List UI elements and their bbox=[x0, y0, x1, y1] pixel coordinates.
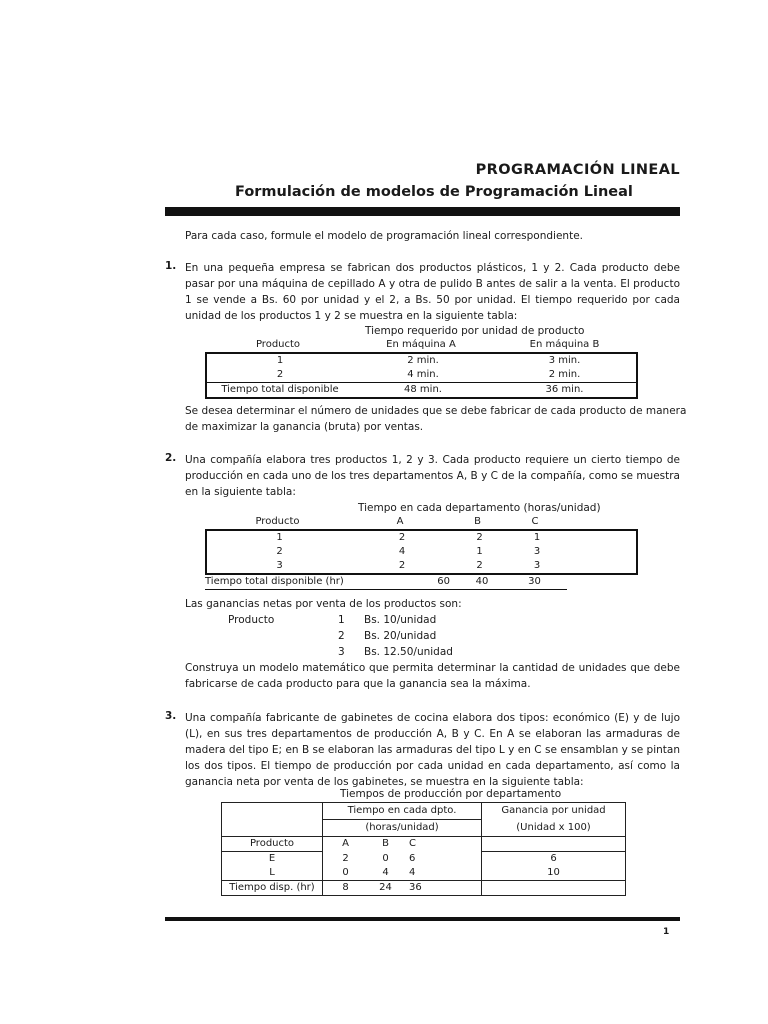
p3-header-a: A bbox=[323, 837, 369, 852]
table-cell: 3 min. bbox=[548, 355, 581, 366]
p2-line: producción en cada uno de los tres departamentos A, B y C de la compañía, como se muestra bbox=[185, 470, 680, 482]
table-cell: Tiempo total disponible bbox=[221, 384, 339, 395]
table-row bbox=[206, 353, 637, 368]
p3-header-producto: Producto bbox=[222, 837, 323, 852]
p3-col-profit-unit: (Unidad x 100) bbox=[482, 820, 626, 837]
p2-header-producto: Producto bbox=[255, 516, 300, 527]
table-cell: 0 bbox=[382, 852, 389, 864]
problem-1-number: 1. bbox=[165, 260, 177, 272]
footer-rule bbox=[165, 917, 680, 921]
p1-header-a: En máquina A bbox=[386, 339, 456, 350]
p3-line: madera del tipo E; en B se elaboran las armaduras del tipo L y en C se ensamblan y se pintan bbox=[185, 744, 680, 756]
p1-line: unidad de los productos 1 y 2 se muestra en la siguiente tabla: bbox=[185, 310, 518, 322]
p1-line: 1 se vende a Bs. 60 por unidad y el 2, a Bs. 50 por unidad. El tiempo requerido por cada bbox=[185, 294, 680, 306]
p2-line: Una compañía elabora tres productos 1, 2 y 3. Cada producto requiere un cierto tiempo de bbox=[185, 454, 680, 466]
table-cell: 2 min. bbox=[548, 369, 581, 380]
p2-table bbox=[205, 515, 638, 590]
p2-header-c: C bbox=[531, 516, 539, 527]
problem-2-number: 2. bbox=[165, 452, 177, 464]
header-rule bbox=[165, 207, 680, 216]
table-cell: 6 bbox=[409, 852, 416, 864]
table-cell: 4 min. bbox=[407, 369, 439, 380]
table-cell: 4 bbox=[398, 546, 406, 557]
p2-header-a: A bbox=[396, 516, 404, 527]
profit-value: Bs. 20/unidad bbox=[364, 630, 437, 642]
table-cell: Tiempo disp. (hr) bbox=[222, 881, 323, 896]
list-item bbox=[338, 612, 453, 628]
table-cell: 6 bbox=[482, 852, 626, 867]
profit-value: Bs. 12.50/unidad bbox=[364, 646, 453, 658]
table-cell: 2 bbox=[476, 560, 483, 571]
table-cell: 8 bbox=[323, 881, 369, 896]
table-cell: 1 bbox=[276, 355, 284, 366]
table-cell: 1 bbox=[533, 532, 541, 543]
table-cell: 60 bbox=[437, 576, 450, 587]
table-cell: 2 bbox=[398, 532, 406, 543]
p1-line: pasar por una máquina de cepillado A y otra de pulido B antes de salir a la venta. El producto bbox=[185, 278, 680, 290]
p2-header-b: B bbox=[474, 516, 481, 527]
problem-2-after bbox=[185, 660, 680, 692]
p1-line: En una pequeña empresa se fabrican dos productos plásticos, 1 y 2. Cada producto debe bbox=[185, 262, 680, 274]
profit-product: 2 bbox=[338, 630, 345, 642]
page-subtitle: Formulación de modelos de Programación Lineal bbox=[235, 184, 633, 200]
p2-line: en la siguiente tabla: bbox=[185, 486, 296, 498]
p1-after-line: de maximizar la ganancia (bruta) por ventas. bbox=[185, 421, 424, 433]
p1-header-producto: Producto bbox=[255, 339, 301, 350]
table-row bbox=[206, 368, 637, 383]
problem-3-number: 3. bbox=[165, 710, 177, 722]
table-cell: 48 min. bbox=[404, 384, 442, 395]
table-cell: 2 bbox=[342, 852, 349, 864]
p3-table-superheader: Tiempos de producción por departamento bbox=[340, 788, 562, 800]
p1-header-b: En máquina B bbox=[529, 339, 600, 350]
p3-line: (L), en sus tres departamentos de producción A, B y C. En A se elaboran las armaduras de bbox=[185, 728, 680, 740]
table-cell: 30 bbox=[528, 576, 541, 587]
table-cell: 3 bbox=[533, 560, 541, 571]
table-row bbox=[206, 559, 637, 574]
table-cell: 36 min. bbox=[545, 384, 584, 395]
p2-after-line: Construya un modelo matemático que permita determinar la cantidad de unidades que debe bbox=[185, 662, 680, 674]
table-row bbox=[222, 852, 626, 867]
p3-line: ganancia neta por venta de los gabinetes, se muestra en la siguiente tabla: bbox=[185, 776, 584, 788]
p2-profits-list bbox=[338, 612, 453, 660]
profit-value: Bs. 10/unidad bbox=[364, 614, 437, 626]
problem-2-text bbox=[185, 452, 680, 500]
table-cell: 10 bbox=[482, 866, 626, 881]
problem-1-after bbox=[185, 403, 687, 435]
table-cell: 2 bbox=[276, 369, 284, 380]
list-item bbox=[338, 628, 453, 644]
table-cell: 3 bbox=[276, 560, 283, 571]
table-row bbox=[222, 866, 626, 881]
problem-1-text bbox=[185, 260, 680, 324]
list-item bbox=[338, 644, 453, 660]
table-cell: 2 bbox=[476, 532, 483, 543]
table-cell: 1 bbox=[276, 532, 283, 543]
table-cell: 4 bbox=[409, 867, 416, 878]
table-total-row bbox=[205, 575, 567, 590]
p3-col-time: Tiempo en cada dpto. bbox=[323, 803, 482, 820]
p2-table-superheader: Tiempo en cada departamento (horas/unidad) bbox=[358, 502, 601, 514]
table-cell: 0 bbox=[342, 867, 349, 878]
problem-3-text bbox=[185, 710, 680, 790]
table-cell: 24 bbox=[368, 881, 403, 896]
table-cell: 2 min. bbox=[407, 355, 439, 366]
table-cell: 3 bbox=[533, 546, 541, 557]
table-cell: 2 bbox=[276, 546, 283, 557]
p3-header-c: C bbox=[403, 837, 482, 852]
page-number: 1 bbox=[663, 927, 670, 937]
p3-col-time-unit: (horas/unidad) bbox=[323, 820, 482, 837]
p1-table-superheader: Tiempo requerido por unidad de producto bbox=[365, 325, 585, 337]
p3-line: los dos tipos. El tiempo de producción por cada unidad en cada departamento, así como la bbox=[185, 760, 680, 772]
table-cell: 2 bbox=[398, 560, 406, 571]
p2-after-line: fabricarse de cada producto para que la ganancia sea la máxima. bbox=[185, 678, 531, 690]
table-cell: 4 bbox=[382, 867, 389, 878]
table-cell: 40 bbox=[475, 576, 489, 587]
table-total-row bbox=[222, 881, 626, 896]
p2-profits-intro: Las ganancias netas por venta de los productos son: bbox=[185, 598, 462, 610]
table-cell: E bbox=[222, 852, 323, 867]
intro-text: Para cada caso, formule el modelo de programación lineal correspondiente. bbox=[185, 230, 583, 242]
p1-after-line: Se desea determinar el número de unidades que se debe fabricar de cada producto de manera bbox=[185, 405, 687, 417]
table-cell: Tiempo total disponible (hr) bbox=[205, 576, 344, 587]
profit-product: 1 bbox=[338, 614, 345, 626]
table-cell: 1 bbox=[476, 546, 483, 557]
p3-col-profit: Ganancia por unidad bbox=[482, 803, 626, 820]
p3-line: Una compañía fabricante de gabinetes de cocina elabora dos tipos: económico (E) y de lujo bbox=[185, 712, 680, 724]
page-title: PROGRAMACIÓN LINEAL bbox=[475, 162, 680, 178]
p3-header-b: B bbox=[368, 837, 403, 852]
table-row bbox=[206, 530, 637, 545]
p2-profits-label: Producto bbox=[228, 614, 275, 626]
table-cell: 36 bbox=[403, 881, 482, 896]
table-cell: L bbox=[222, 866, 323, 881]
p1-table bbox=[205, 338, 638, 399]
table-row bbox=[206, 545, 637, 559]
table-total-row bbox=[206, 383, 637, 399]
profit-product: 3 bbox=[338, 646, 345, 658]
p3-table bbox=[221, 802, 626, 896]
